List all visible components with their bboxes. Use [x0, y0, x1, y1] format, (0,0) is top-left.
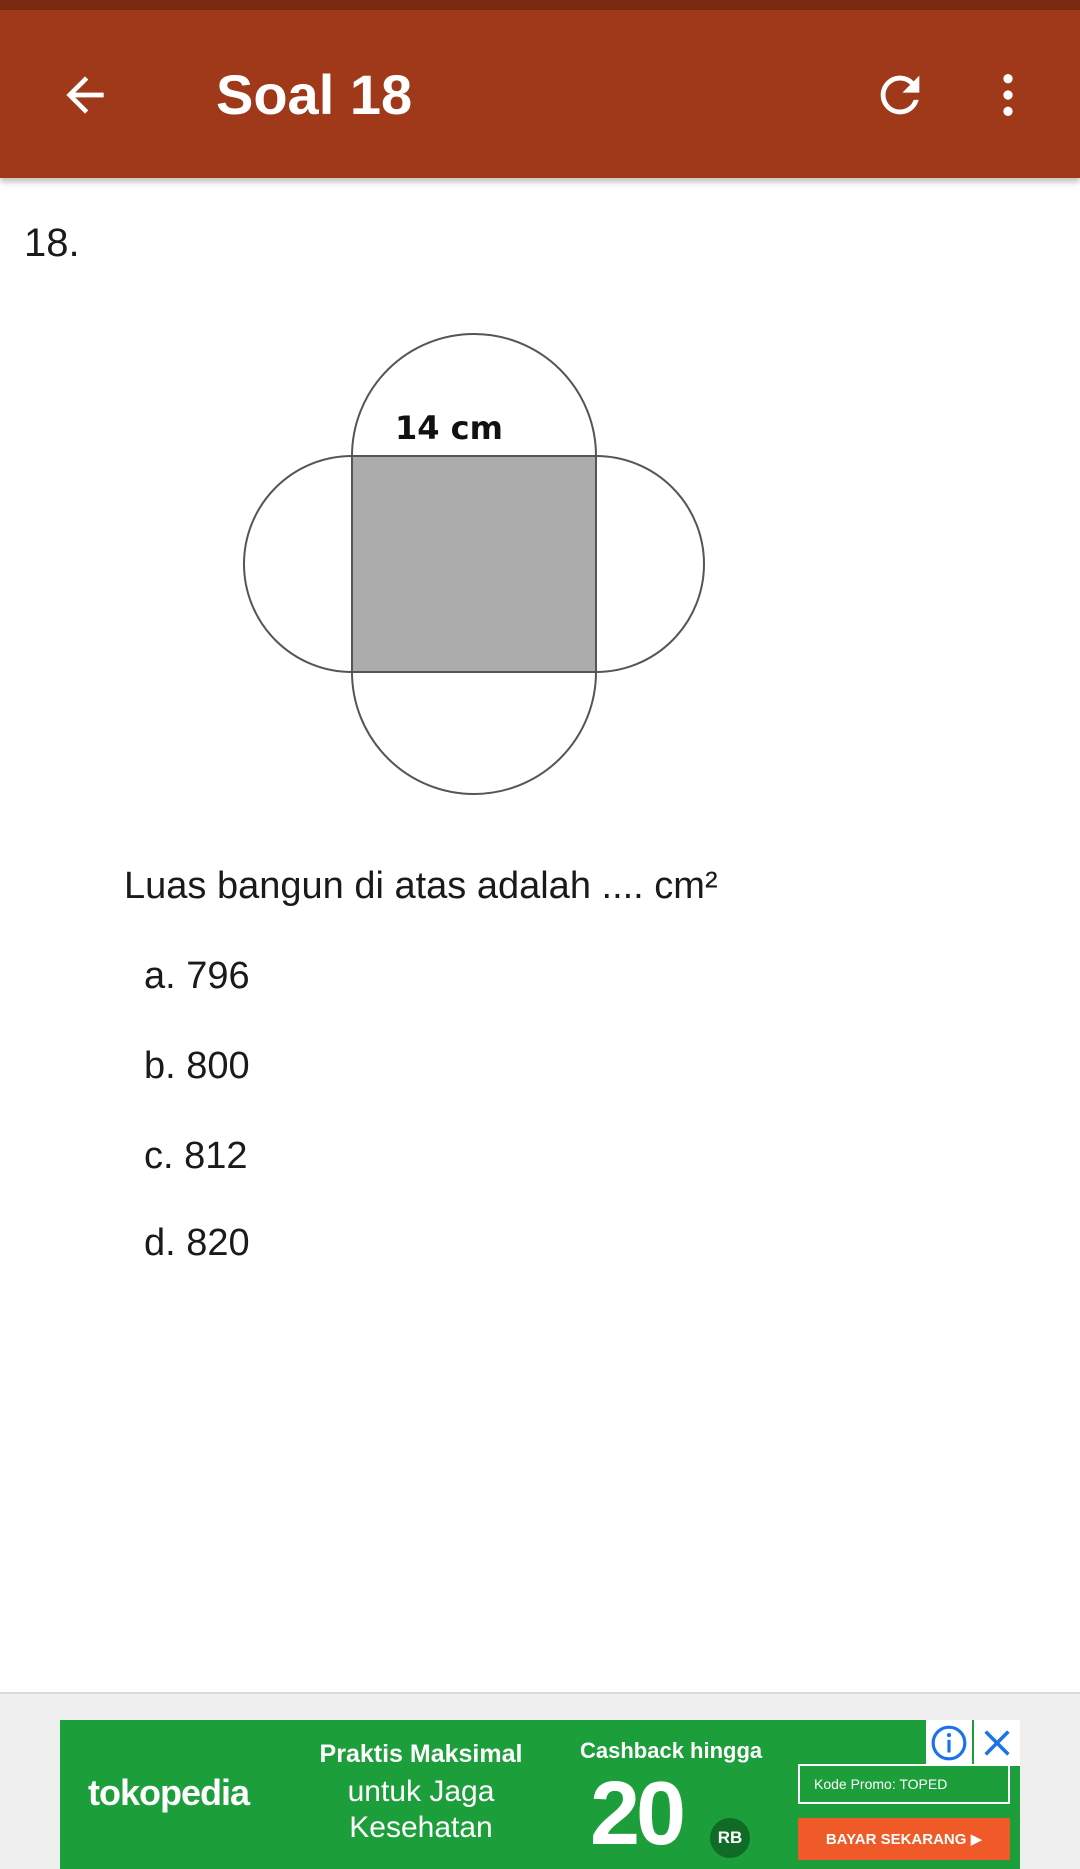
option-d[interactable]: d. 820 [144, 1222, 250, 1264]
ad-promo-code: Kode Promo: TOPED [798, 1764, 1010, 1804]
ad-subline-1: untuk Jaga [347, 1775, 495, 1808]
option-c[interactable]: c. 812 [144, 1135, 248, 1177]
ad-cashback-unit: RB [710, 1818, 750, 1858]
ad-brand: tokopedia [88, 1772, 250, 1813]
ad-headline: Praktis Maksimal [319, 1740, 523, 1768]
question-text: Luas bangun di atas adalah .... cm² [124, 865, 718, 907]
figure-dimension-label: 14 cm [395, 409, 503, 447]
more-options-button[interactable] [975, 60, 1041, 130]
option-b[interactable]: b. 800 [144, 1045, 250, 1087]
ad-cashback-label: Cashback hingga [580, 1738, 763, 1763]
page-title: Soal 18 [216, 63, 413, 126]
back-button[interactable] [50, 60, 120, 130]
ad-banner[interactable] [60, 1720, 1020, 1869]
ad-info-button[interactable] [926, 1720, 972, 1766]
info-icon [930, 1724, 968, 1762]
option-a[interactable]: a. 796 [144, 955, 250, 997]
ad-close-button[interactable] [974, 1720, 1020, 1766]
ad-cta-button[interactable]: BAYAR SEKARANG ▶ [798, 1818, 1010, 1860]
status-strip [0, 0, 1080, 10]
close-icon [980, 1726, 1014, 1760]
refresh-icon [871, 66, 929, 124]
app-bar [0, 10, 1080, 178]
ad-subline [296, 1774, 546, 1846]
question-figure [220, 320, 740, 820]
ad-container [0, 1692, 1080, 1869]
ad-cashback-amount: 20 [590, 1764, 683, 1864]
arrow-left-icon [57, 67, 113, 123]
square-with-semicircles-diagram [220, 320, 740, 820]
question-number: 18. [24, 221, 80, 265]
more-vertical-icon [980, 67, 1036, 123]
refresh-button[interactable] [865, 60, 935, 130]
ad-subline-2: Kesehatan [349, 1811, 493, 1844]
